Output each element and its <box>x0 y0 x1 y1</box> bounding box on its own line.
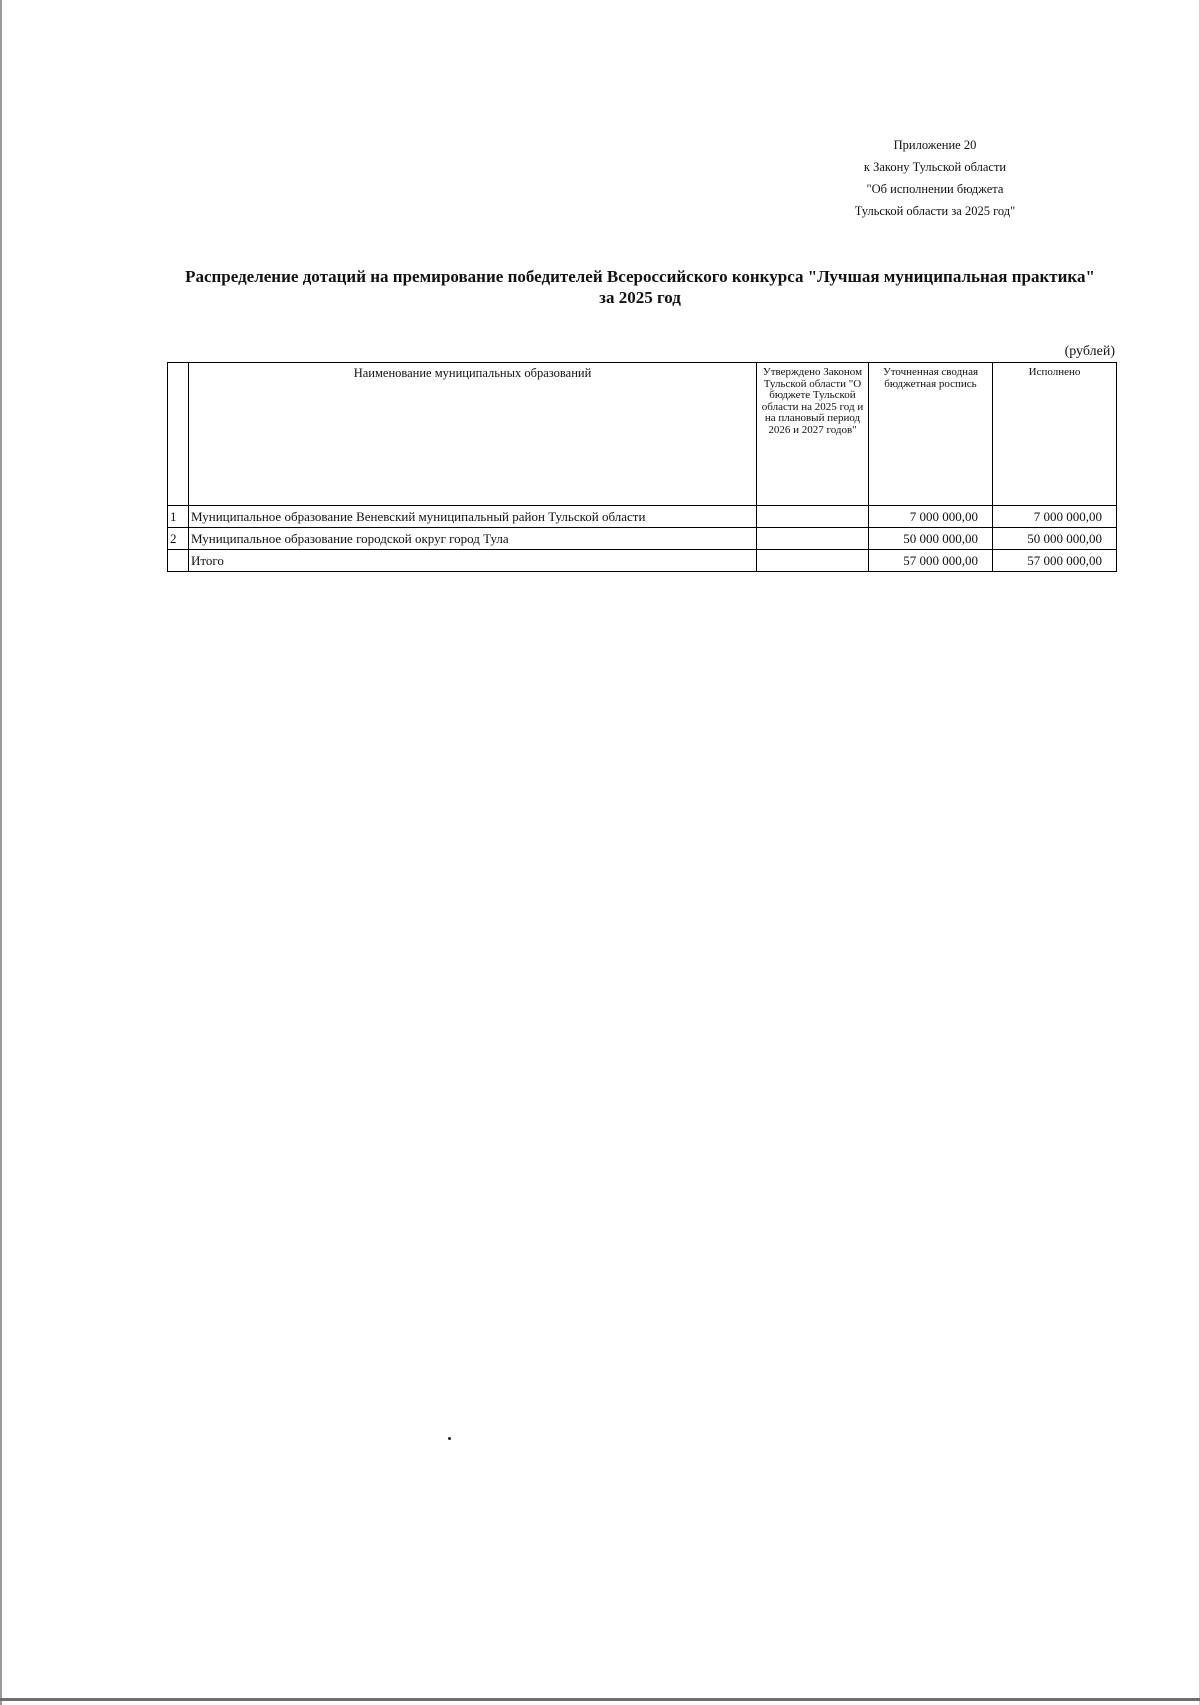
header-executed: Исполнено <box>993 363 1117 506</box>
row-executed: 50 000 000,00 <box>993 528 1117 550</box>
row-number: 1 <box>168 506 189 528</box>
appendix-note <box>820 134 1050 222</box>
total-approved <box>757 550 869 572</box>
table-row <box>168 528 1117 550</box>
table-total-row <box>168 550 1117 572</box>
table-header-row <box>168 363 1117 506</box>
scan-edge-left <box>0 0 2 1705</box>
row-number: 2 <box>168 528 189 550</box>
row-approved <box>757 506 869 528</box>
row-approved <box>757 528 869 550</box>
appendix-line-2: к Закону Тульской области <box>863 160 1007 174</box>
row-refined: 50 000 000,00 <box>869 528 993 550</box>
header-number <box>168 363 189 506</box>
scan-speck <box>448 1437 451 1440</box>
header-approved: Утверждено Законом Тульской области "О бюджете Тульской области на 2025 год и на плановый период 2026 и 2027 годов" <box>757 363 869 506</box>
distribution-table <box>167 362 1117 572</box>
units-label: (рублей) <box>1064 344 1115 359</box>
total-label: Итого <box>189 550 757 572</box>
document-title-line-1: Распределение дотаций на премирование победителей Всероссийского конкурса "Лучшая муниципальная практика" <box>185 267 1095 286</box>
row-executed: 7 000 000,00 <box>993 506 1117 528</box>
appendix-line-3: "Об исполнении бюджета <box>866 182 1004 196</box>
appendix-line-1: Приложение 20 <box>893 138 977 152</box>
total-executed: 57 000 000,00 <box>993 550 1117 572</box>
total-number <box>168 550 189 572</box>
row-refined: 7 000 000,00 <box>869 506 993 528</box>
row-name: Муниципальное образование городской округ город Тула <box>189 528 757 550</box>
scan-edge-bottom <box>0 1698 1200 1701</box>
table-row <box>168 506 1117 528</box>
total-refined: 57 000 000,00 <box>869 550 993 572</box>
appendix-line-4: Тульской области за 2025 год" <box>854 204 1016 218</box>
header-refined: Уточненная сводная бюджетная роспись <box>869 363 993 506</box>
document-title-line-2: за 2025 год <box>599 288 681 307</box>
header-name: Наименование муниципальных образований <box>189 363 757 506</box>
document-title <box>160 266 1120 308</box>
row-name: Муниципальное образование Веневский муниципальный район Тульской области <box>189 506 757 528</box>
